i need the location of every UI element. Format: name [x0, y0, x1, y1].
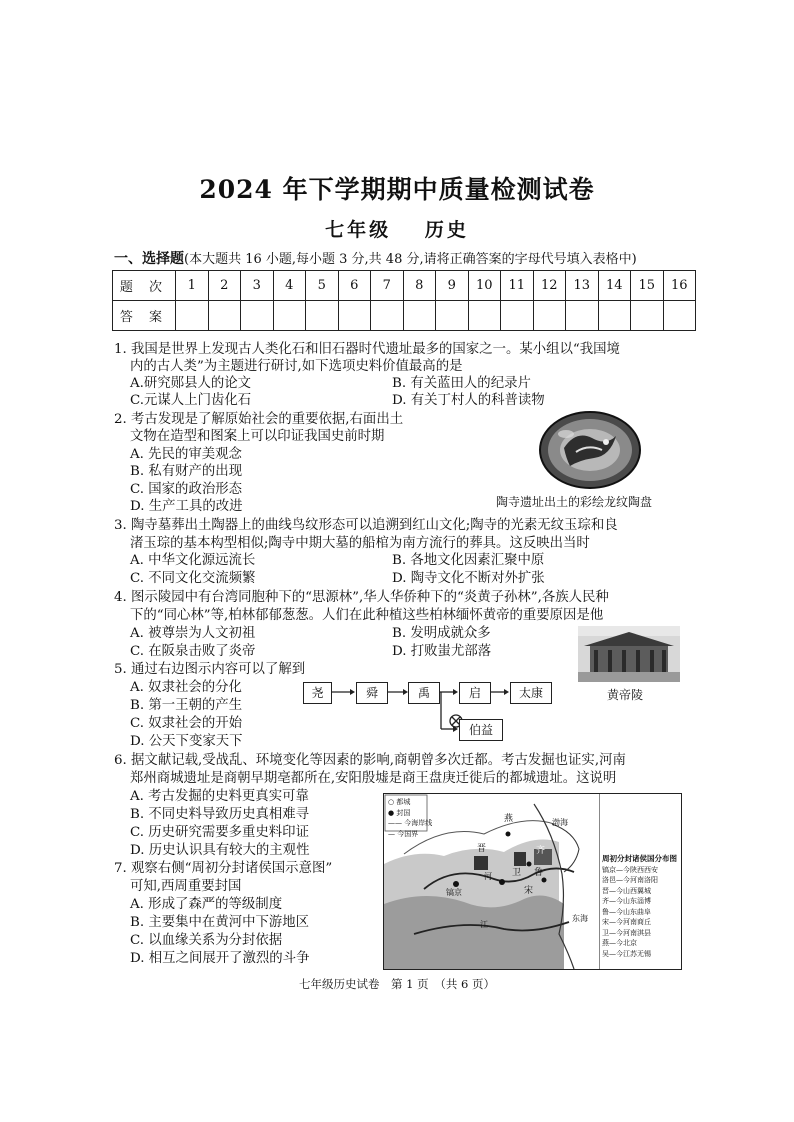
mausoleum-caption: 黄帝陵	[607, 688, 644, 702]
question-5-option-b[interactable]: B. 第一王朝的产生	[130, 698, 243, 713]
map-info-row: 洛邑—今河南洛阳	[602, 876, 658, 884]
question-2-option-d[interactable]: D. 生产工具的改进	[130, 499, 243, 514]
pottery-plate-caption: 陶寺遗址出土的彩绘龙纹陶盘	[496, 495, 653, 509]
answer-cell[interactable]	[241, 301, 274, 331]
question-6-option-a[interactable]: A. 考古发掘的史料更真实可靠	[130, 789, 309, 804]
subject-label: 历史	[424, 219, 469, 241]
question-3-option-a[interactable]: A. 中华文化源远流长	[130, 553, 256, 568]
question-2-option-a[interactable]: A. 先民的审美观念	[130, 447, 242, 462]
answer-cell[interactable]	[663, 301, 696, 331]
table-cell-number: 16	[663, 271, 696, 301]
question-1-line-2: 内的古人类”为主题进行研讨,如下选项史料价值最高的是	[130, 359, 463, 374]
answer-table	[112, 270, 696, 331]
legend-fiefdom: ● 封国	[388, 808, 411, 817]
table-cell-number: 3	[241, 271, 274, 301]
question-3-option-d[interactable]: D. 陶寺文化不断对外扩张	[392, 571, 545, 586]
map-info-row: 鲁—今山东曲阜	[602, 907, 651, 916]
answer-cell[interactable]	[468, 301, 501, 331]
answer-cell[interactable]	[371, 301, 404, 331]
question-1-option-d[interactable]: D. 有关丁村人的科普读物	[392, 393, 545, 408]
question-3-option-c[interactable]: C. 不同文化交流频繁	[130, 571, 256, 586]
map-info-row: 镐京—今陕西西安	[602, 865, 658, 874]
table-cell-number: 15	[631, 271, 664, 301]
table-cell-number: 8	[403, 271, 436, 301]
page-subtitle	[0, 215, 794, 242]
question-1-line-1: 1. 我国是世界上发现古人类化石和旧石器时代遗址最多的国家之一。某小组以“我国境	[114, 342, 620, 357]
flow-node-taikang: 太康	[510, 682, 552, 704]
map-info-title: 周初分封诸侯国分布图	[602, 854, 677, 863]
map-label-river-he: 河	[484, 872, 492, 881]
grade-label: 七年级	[325, 219, 392, 241]
question-4-line-2: 下的“同心林”等,柏林郁郁葱葱。人们在此种植这些柏林缅怀黄帝的重要原因是他	[130, 608, 604, 623]
flow-node-boyi: 伯益	[459, 719, 503, 741]
question-5-line-1: 5. 通过右边图示内容可以了解到	[114, 662, 306, 677]
question-7-option-d[interactable]: D. 相互之间展开了激烈的斗争	[130, 951, 310, 966]
pottery-plate-image	[536, 408, 644, 492]
legend-capital: ○ 都城	[388, 798, 411, 806]
question-6-option-d[interactable]: D. 历史认识具有较大的主观性	[130, 843, 310, 858]
map-label-song: 宋	[524, 886, 534, 896]
question-5-option-d[interactable]: D. 公天下变家天下	[130, 734, 243, 749]
table-cell-number: 11	[501, 271, 534, 301]
map-label-lu: 鲁	[534, 868, 544, 878]
question-1-option-a[interactable]: A.研究郧县人的论文	[130, 376, 252, 391]
question-6-option-b[interactable]: B. 不同史料导致历史真相难寻	[130, 807, 310, 822]
table-cell-number: 6	[338, 271, 371, 301]
flow-node-yu: 禹	[408, 682, 440, 704]
table-cell-number: 13	[566, 271, 599, 301]
table-cell-number: 4	[273, 271, 306, 301]
table-cell-number: 12	[533, 271, 566, 301]
map-label-wei: 卫	[512, 868, 522, 878]
table-cell-number: 9	[436, 271, 469, 301]
map-info-row: 吴—今江苏无锡	[602, 949, 651, 958]
question-6-line-2: 郑州商城遗址是商朝早期亳都所在,安阳殷墟是商王盘庚迁徙后的都城遗址。这说明	[130, 771, 617, 786]
section-heading	[114, 248, 637, 268]
legend-border: — 今国界	[388, 829, 419, 838]
question-7-option-a[interactable]: A. 形成了森严的等级制度	[130, 897, 283, 912]
flow-node-yao: 尧	[303, 682, 332, 704]
legend-coastline: —— 今海岸线	[388, 819, 433, 827]
page-footer: 七年级历史试卷 第 1 页 （共 6 页）	[298, 977, 495, 991]
answer-table-number-row	[113, 271, 696, 301]
question-3-option-b[interactable]: B. 各地文化因素汇聚中原	[392, 553, 545, 568]
map-legend	[388, 797, 432, 839]
table-cell-number: 1	[176, 271, 209, 301]
question-2-line-2: 文物在造型和图案上可以印证我国史前时期	[130, 429, 385, 444]
answer-cell[interactable]	[176, 301, 209, 331]
question-2-option-c[interactable]: C. 国家的政治形态	[130, 482, 243, 497]
question-7-option-c[interactable]: C. 以血缘关系为分封依据	[130, 933, 283, 948]
answer-cell[interactable]	[273, 301, 306, 331]
question-5-option-a[interactable]: A. 奴隶社会的分化	[130, 680, 242, 695]
question-3-line-1: 3. 陶寺墓葬出土陶器上的曲线鸟纹形态可以追溯到红山文化;陶寺的光素无纹玉琮和良	[114, 518, 618, 533]
table-cell-number: 5	[306, 271, 339, 301]
answer-cell[interactable]	[631, 301, 664, 331]
question-7-line-2: 可知,西周重要封国	[130, 879, 242, 894]
question-6-option-c[interactable]: C. 历史研究需要多重史料印证	[130, 825, 309, 840]
question-4-option-b[interactable]: B. 发明成就众多	[392, 626, 491, 641]
map-info-row: 齐—今山东淄博	[602, 897, 651, 905]
page-title: 2024 年下学期期中质量检测试卷	[199, 175, 595, 204]
answer-cell[interactable]	[403, 301, 436, 331]
answer-cell[interactable]	[501, 301, 534, 331]
table-cell-number: 2	[208, 271, 241, 301]
map-label-river-jiang: 江	[480, 920, 488, 929]
map-label-yan: 燕	[504, 814, 514, 824]
answer-cell[interactable]	[208, 301, 241, 331]
question-7-line-1: 7. 观察右侧“周初分封诸侯国示意图”	[114, 861, 333, 876]
zhou-fiefdom-map	[383, 793, 682, 970]
table-cell-number: 7	[371, 271, 404, 301]
map-label-bohai: 渤海	[552, 818, 568, 827]
question-5-option-c[interactable]: C. 奴隶社会的开始	[130, 716, 243, 731]
question-2-option-b[interactable]: B. 私有财产的出现	[130, 464, 243, 479]
question-2-line-1: 2. 考古发现是了解原始社会的重要依据,右面出土	[114, 412, 404, 427]
table-cell-number: 10	[468, 271, 501, 301]
answer-cell[interactable]	[436, 301, 469, 331]
question-4-line-1: 4. 图示陵园中有台湾同胞种下的“思源林”,华人华侨种下的“炎黄子孙林”,各族人民种	[114, 590, 609, 605]
table-row-label: 题 次	[113, 271, 176, 301]
table-cell-number: 14	[598, 271, 631, 301]
map-label-haojing: 镐京	[446, 888, 462, 897]
answer-cell[interactable]	[533, 301, 566, 331]
answer-table-answer-row	[113, 301, 696, 331]
section-title: 一、选择题	[114, 251, 184, 267]
question-4-option-a[interactable]: A. 被尊崇为人文初祖	[130, 626, 256, 641]
answer-cell[interactable]	[338, 301, 371, 331]
map-label-qi: 齐	[536, 846, 546, 856]
question-3-line-2: 渚玉琮的基本构型相似;陶寺中期大墓的船棺为南方流行的葬具。这反映出当时	[130, 536, 590, 551]
mausoleum-image	[578, 626, 680, 682]
flow-node-qi: 启	[459, 682, 491, 704]
map-info-row: 燕—今北京	[602, 939, 637, 947]
flow-node-shun: 舜	[356, 682, 388, 704]
answer-cell[interactable]	[598, 301, 631, 331]
question-6-line-1: 6. 据文献记载,受战乱、环境变化等因素的影响,商朝曾多次迁都。考古发掘也证实,河南	[114, 753, 626, 768]
question-1-option-c[interactable]: C.元谋人上门齿化石	[130, 393, 252, 408]
map-info-row: 晋—今山西翼城	[602, 886, 651, 895]
map-info-row: 卫—今河南淇县	[602, 928, 651, 937]
map-info-row: 宋—今河南商丘	[602, 918, 651, 926]
table-row-label: 答 案	[113, 301, 176, 331]
answer-cell[interactable]	[566, 301, 599, 331]
map-label-jin: 晋	[477, 844, 487, 854]
question-1-option-b[interactable]: B. 有关蓝田人的纪录片	[392, 376, 531, 391]
section-instruction: (本大题共 16 小题,每小题 3 分,共 48 分,请将正确答案的字母代号填入表格中)	[184, 252, 637, 267]
question-4-option-c[interactable]: C. 在阪泉击败了炎帝	[130, 644, 256, 659]
map-label-donghai: 东海	[572, 914, 588, 923]
answer-cell[interactable]	[306, 301, 339, 331]
question-4-option-d[interactable]: D. 打败蚩尤部落	[392, 644, 492, 659]
map-info-box	[602, 854, 678, 959]
question-7-option-b[interactable]: B. 主要集中在黄河中下游地区	[130, 915, 310, 930]
